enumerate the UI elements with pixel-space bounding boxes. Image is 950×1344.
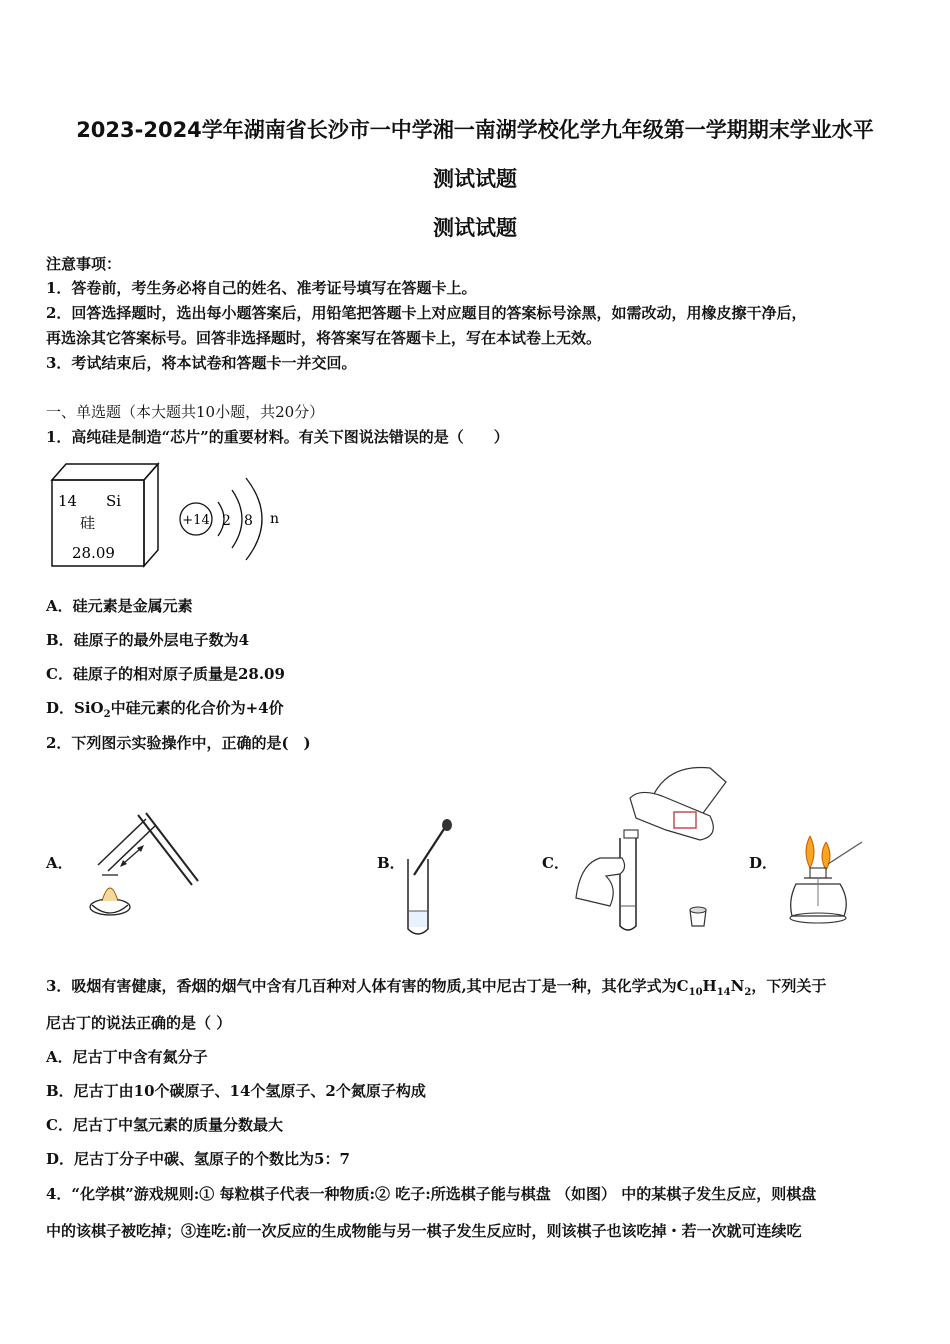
q3-stem-line2: 尼古丁的说法正确的是（ ） [46, 1014, 232, 1032]
shell-2-electrons: 8 [244, 513, 253, 529]
q1-figure [46, 458, 296, 568]
q4-stem-line1: 4．“化学棋”游戏规则:① 每粒棋子代表一种物质:② 吃子:所选棋子能与棋盘 （如图） 中的某棋子发生反应，则棋盘 [46, 1185, 817, 1203]
element-card [52, 464, 158, 566]
q2-label-c: C． [542, 854, 569, 872]
q1-option-d: D．SiO$_2$中硅元素的化合价为+4价 [46, 699, 284, 720]
q1-stem: 1．高纯硅是制造“芯片”的重要材料。有关下图说法错误的是（ ） [46, 428, 509, 446]
q3-option-a: A．尼古丁中含有氮分子 [46, 1048, 208, 1066]
q1-option-a: A．硅元素是金属元素 [46, 597, 193, 615]
q2-label-a: A． [46, 854, 73, 872]
nucleus-charge: +14 [182, 513, 210, 528]
notice-heading: 注意事项： [46, 255, 122, 273]
q2-label-b: B． [377, 854, 405, 872]
notice-item-2: 2．回答选择题时，选出每小题答案后，用铅笔把答题卡上对应题目的答案标号涂黑，如需改动，用橡皮擦干净后， [46, 304, 807, 322]
q3-option-b: B．尼古丁由10个碳原子、14个氢原子、2个氮原子构成 [46, 1082, 426, 1100]
q4-stem-line2: 中的该棋子被吃掉；③连吃:前一次反应的生成物能与另一棋子发生反应时，则该棋子也该吃掉・若一次就可连续吃 [46, 1222, 802, 1240]
doc-title-line3: 测试试题 [433, 216, 517, 240]
q2-label-d: D． [749, 854, 778, 872]
section-heading: 一、单选题（本大题共10小题，共20分） [46, 403, 325, 421]
q2-image-d-alcohol-lamp [780, 830, 870, 935]
q3-stem-line1: 3．吸烟有害健康，香烟的烟气中含有几百种对人体有害的物质,其中尼古丁是一种，其化学式为$C_{10}H_{14}N_2$，下列关于 [46, 977, 827, 998]
shell-3-electrons: n [270, 511, 280, 527]
shell-1-electrons: 2 [222, 513, 231, 529]
notice-item-3: 3．考试结束后，将本试卷和答题卡一并交回。 [46, 354, 357, 372]
element-mass: 28.09 [72, 544, 115, 562]
element-name: 硅 [80, 514, 96, 532]
doc-title-line2: 测试试题 [433, 167, 517, 191]
q2-stem: 2．下列图示实验操作中，正确的是( ) [46, 734, 311, 752]
q2-image-a-heating-tube [80, 805, 205, 923]
notice-item-2-cont: 再选涂其它答案标号。回答非选择题时，将答案写在答题卡上，写在本试卷上无效。 [46, 329, 602, 347]
element-number: 14 [58, 492, 78, 510]
doc-title-line1: 2023-2024学年湖南省长沙市一中学湘一南湖学校化学九年级第一学期期末学业水平 [76, 118, 874, 142]
q1-option-c: C．硅原子的相对原子质量是28.09 [46, 665, 285, 683]
q1-option-b: B．硅原子的最外层电子数为4 [46, 631, 250, 649]
q3-option-c: C．尼古丁中氢元素的质量分数最大 [46, 1116, 283, 1134]
electron-shell-2 [232, 490, 242, 548]
element-symbol: Si [106, 492, 122, 510]
q2-image-b-dropper [400, 815, 460, 940]
atom-structure-diagram [180, 478, 279, 560]
notice-item-1: 1．答卷前，考生务必将自己的姓名、准考证号填写在答题卡上。 [46, 279, 477, 297]
q3-option-d: D．尼古丁分子中碳、氢原子的个数比为5：7 [46, 1150, 350, 1168]
q2-image-c-pouring-liquid [570, 760, 740, 935]
